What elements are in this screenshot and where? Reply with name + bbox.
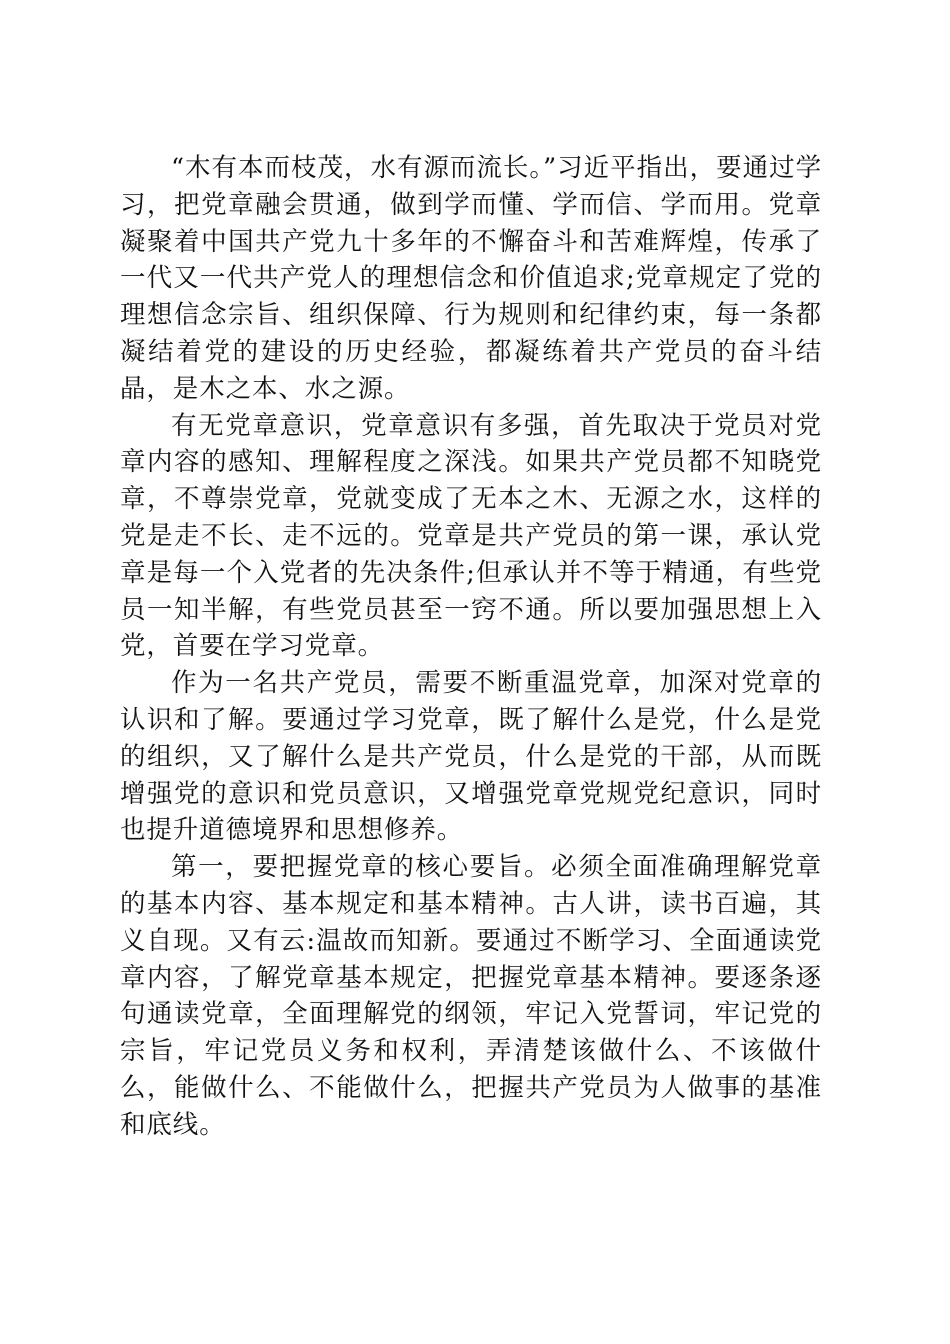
paragraph-4: 第一，要把握党章的核心要旨。必须全面准确理解党章的基本内容、基本规定和基本精神。古人讲，读书百遍，其义自现。又有云:温故而知新。要通过不断学习、全面通读党章内容，了解党章基本规定，把握党章基本精神。要逐条逐句通读党章，全面理解党的纲领，牢记入党誓词，牢记党的宗旨，牢记党员义务和权利，弄清楚该做什么、不该做什么，能做什么、不能做什么，把握共产党员为人做事的基准和底线。 <box>120 852 822 1140</box>
paragraph-3: 作为一名共产党员，需要不断重温党章，加深对党章的认识和了解。要通过学习党章，既了解什么是党，什么是党的组织，又了解什么是共产党员，什么是党的干部，从而既增强党的意识和党员意识，又增强党章党规党纪意识，同时也提升道德境界和思想修养。 <box>120 668 822 846</box>
paragraph-2: 有无党章意识，党章意识有多强，首先取决于党员对党章内容的感知、理解程度之深浅。如果共产党员都不知晓党章，不尊崇党章，党就变成了无本之木、无源之水，这样的党是走不长、走不远的。党章是共产党员的第一课，承认党章是每一个入党者的先决条件;但承认并不等于精通，有些党员一知半解，有些党员甚至一窍不通。所以要加强思想上入党，首要在学习党章。 <box>120 410 822 662</box>
document-body <box>120 150 822 1144</box>
paragraph-1: “木有本而枝茂，水有源而流长。”习近平指出，要通过学习，把党章融会贯通，做到学而懂、学而信、学而用。党章凝聚着中国共产党九十多年的不懈奋斗和苦难辉煌，传承了一代又一代共产党人的理想信念和价值追求;党章规定了党的理想信念宗旨、组织保障、行为规则和纪律约束，每一条都凝结着党的建设的历史经验，都凝练着共产党员的奋斗结晶，是木之本、水之源。 <box>120 153 822 404</box>
